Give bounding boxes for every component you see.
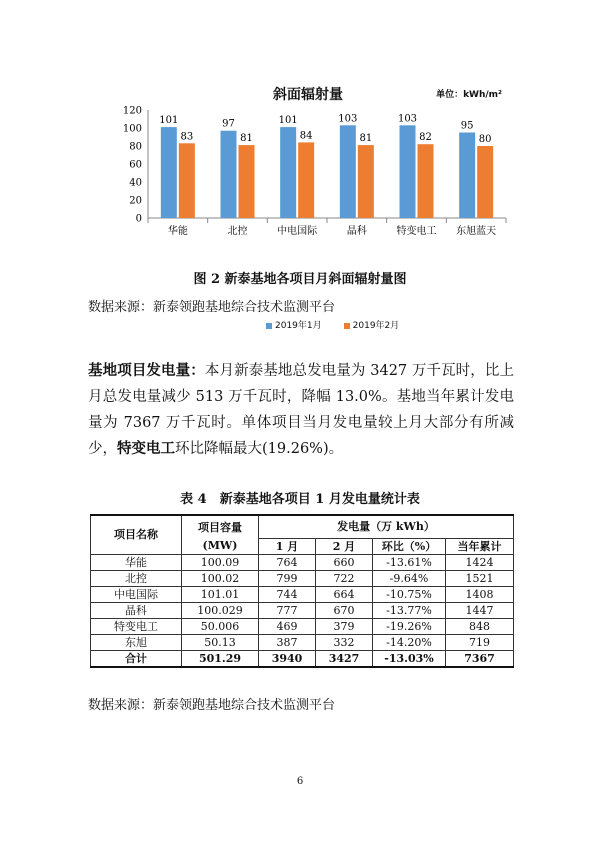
table-row — [91, 570, 514, 586]
bar-value-label: 103 — [397, 113, 418, 125]
paragraph-highlight: 特变电工 — [117, 440, 175, 457]
bar-feb — [477, 146, 493, 218]
table-cell: 1447 — [446, 602, 514, 618]
paragraph-text-1: 本月新泰基地总发电量为 3427 万千瓦时，比上月总发电量减少 513 万千瓦时，降幅 13.0%。基地当年累计发电量为 7367 万千瓦时。单体项目当月发电量较上月大部分有所减少， — [88, 363, 515, 457]
table-cell: 469 — [259, 618, 316, 634]
paragraph-lead: 基地项目发电量： — [88, 362, 205, 379]
table-cell: -10.75% — [373, 586, 446, 602]
table-cell: 764 — [259, 554, 316, 570]
table-cell: 东旭 — [91, 634, 182, 650]
table-cell: 特变电工 — [91, 618, 182, 634]
table-cell: 501.29 — [182, 650, 259, 667]
legend-swatch-jan — [266, 323, 272, 329]
table-cell: 100.09 — [182, 554, 259, 570]
paragraph-text-2: 环比降幅最大(19.26%)。 — [175, 441, 344, 457]
legend-item-feb — [344, 318, 400, 331]
table-source: 数据来源：新泰领跑基地综合技术监测平台 — [88, 698, 336, 713]
bar-value-label: 103 — [338, 113, 358, 125]
x-category-label: 晶科 — [346, 226, 367, 237]
bar-feb — [418, 144, 434, 218]
y-tick-label: 0 — [135, 213, 142, 225]
table-cell: 1521 — [446, 570, 514, 586]
table-cell: 670 — [316, 602, 373, 618]
header-cumulative: 当年累计 — [446, 538, 514, 554]
table-cell: 华能 — [91, 554, 182, 570]
bar-feb — [179, 143, 195, 218]
header-feb: 2 月 — [316, 538, 373, 554]
table-cell: 387 — [259, 634, 316, 650]
table-cell: 3427 — [316, 650, 373, 667]
legend-swatch-feb — [344, 323, 350, 329]
bar-jan — [459, 133, 475, 219]
table-cell: 50.006 — [182, 618, 259, 634]
table-cell: 848 — [446, 618, 514, 634]
table-cell: 799 — [259, 570, 316, 586]
bar-jan — [400, 125, 416, 218]
table-cell: 744 — [259, 586, 316, 602]
bar-jan — [221, 131, 237, 218]
generation-table — [90, 514, 514, 668]
x-category-label: 北控 — [227, 226, 248, 237]
x-category-label: 华能 — [167, 226, 188, 237]
table-cell: 100.029 — [182, 602, 259, 618]
table-total-row — [91, 650, 514, 667]
header-capacity-unit: (MW) — [182, 538, 259, 554]
table-cell: -14.20% — [373, 634, 446, 650]
x-category-label: 中电国际 — [277, 226, 318, 237]
table-cell: -13.03% — [373, 650, 446, 667]
bar-value-label: 97 — [222, 118, 235, 130]
table-cell: 664 — [316, 586, 373, 602]
table-row — [91, 634, 514, 650]
chart-title: 斜面辐射量 — [273, 87, 343, 103]
legend-label-jan: 2019年1月 — [275, 321, 322, 331]
header-capacity: 项目容量 — [182, 515, 259, 538]
chart-unit: 单位：kWh/m² — [436, 90, 502, 100]
table-cell: 379 — [316, 618, 373, 634]
y-tick-label: 100 — [122, 123, 142, 135]
bar-feb — [298, 142, 314, 218]
table-cell: 332 — [316, 634, 373, 650]
table-caption: 表 4 新泰基地各项目 1 月发电量统计表 — [180, 492, 420, 507]
table-row — [91, 602, 514, 618]
bar-value-label: 81 — [240, 133, 253, 145]
table-cell: 660 — [316, 554, 373, 570]
table-cell: -13.61% — [373, 554, 446, 570]
table-cell: 1424 — [446, 554, 514, 570]
bar-value-label: 81 — [359, 133, 373, 145]
table-cell: -19.26% — [373, 618, 446, 634]
table-row — [91, 554, 514, 570]
table-cell: 719 — [446, 634, 514, 650]
figure-source: 数据来源：新泰领跑基地综合技术监测平台 — [88, 300, 336, 315]
bar-value-label: 80 — [478, 134, 492, 145]
y-tick-label: 60 — [129, 159, 142, 171]
radiation-chart-svg — [98, 78, 518, 256]
y-tick-label: 40 — [129, 177, 142, 189]
bar-feb — [358, 145, 374, 218]
chart-legend — [266, 318, 399, 331]
page-number: 6 — [296, 776, 304, 787]
table-cell: 中电国际 — [91, 586, 182, 602]
bar-value-label: 95 — [460, 120, 474, 132]
table-header-row-1 — [91, 515, 514, 538]
x-category-label: 东旭蓝天 — [456, 226, 497, 237]
table-cell: 50.13 — [182, 634, 259, 650]
table-cell: 晶科 — [91, 602, 182, 618]
bar-jan — [161, 127, 177, 218]
table-cell: 777 — [259, 602, 316, 618]
table-cell: 722 — [316, 570, 373, 586]
table-cell: -13.77% — [373, 602, 446, 618]
bar-value-label: 101 — [159, 115, 179, 127]
table-cell: 合计 — [91, 650, 182, 667]
bar-jan — [280, 127, 296, 218]
legend-item-jan — [266, 318, 322, 331]
y-tick-label: 120 — [122, 105, 142, 117]
bar-value-label: 82 — [419, 132, 432, 144]
y-tick-label: 20 — [129, 195, 142, 207]
table-cell: 7367 — [446, 650, 514, 667]
legend-label-feb: 2019年2月 — [352, 321, 400, 331]
bar-value-label: 101 — [278, 115, 298, 127]
x-category-label: 特变电工 — [396, 226, 437, 237]
header-jan: 1 月 — [259, 538, 316, 554]
generation-paragraph — [88, 358, 514, 462]
table-cell: 100.02 — [182, 570, 259, 586]
bar-jan — [340, 125, 356, 218]
bar-value-label: 84 — [299, 130, 313, 142]
header-ratio: 环比（%） — [373, 538, 446, 554]
figure-caption: 图 2 新泰基地各项目月斜面辐射量图 — [193, 272, 407, 287]
table-cell: 1408 — [446, 586, 514, 602]
header-project-name: 项目名称 — [91, 515, 182, 554]
table-row — [91, 618, 514, 634]
header-generation: 发电量（万 kWh） — [259, 515, 514, 538]
table-cell: 北控 — [91, 570, 182, 586]
table-cell: 101.01 — [182, 586, 259, 602]
bar-feb — [239, 145, 255, 218]
table-cell: -9.64% — [373, 570, 446, 586]
table-row — [91, 586, 514, 602]
table-cell: 3940 — [259, 650, 316, 667]
bar-value-label: 83 — [180, 131, 194, 143]
y-tick-label: 80 — [129, 141, 142, 153]
